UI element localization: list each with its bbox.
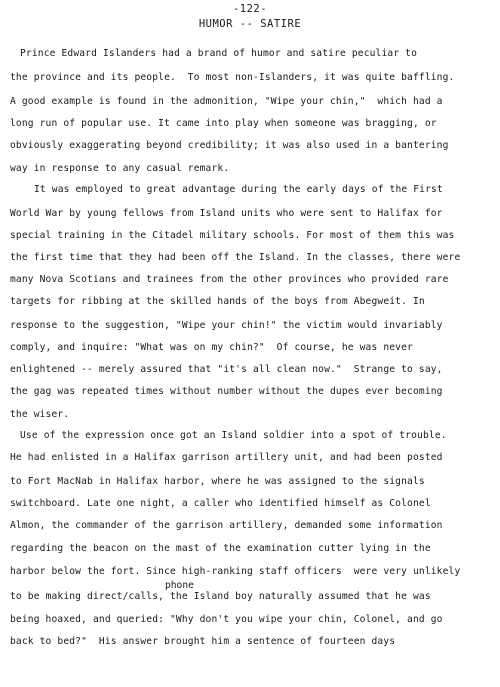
text-line: regarding the beacon on the mast of the examination cutter lying in the	[10, 543, 431, 554]
text-line: comply, and inquire: "What was on my chin?" Of course, he was never	[10, 342, 413, 353]
text-line: special training in the Citadel military schools. For most of them this was	[10, 230, 455, 241]
handwritten-insert: phone	[165, 580, 194, 591]
text-line: the first time that they had been off the Island. In the classes, there were	[10, 252, 461, 263]
text-line: to be making direct/calls, the Island boy naturally assumed that he was	[10, 591, 431, 602]
section-title: HUMOR -- SATIRE	[198, 18, 302, 30]
text-line: Prince Edward Islanders had a brand of humor and satire peculiar to	[20, 48, 418, 59]
text-line: back to bed?" His answer brought him a sentence of fourteen days	[10, 636, 396, 647]
text-line: response to the suggestion, "Wipe your chin!" the victim would invariably	[10, 320, 443, 331]
text-line: It was employed to great advantage during the early days of the First	[34, 184, 443, 195]
text-line: World War by young fellows from Island units who were sent to Halifax for	[10, 208, 443, 219]
text-line: long run of popular use. It came into play when someone was bragging, or	[10, 118, 437, 129]
text-line: to Fort MacNab in Halifax harbor, where he was assigned to the signals	[10, 476, 425, 487]
text-line: switchboard. Late one night, a caller who identified himself as Colonel	[10, 498, 431, 509]
text-line: being hoaxed, and queried: "Why don't you wipe your chin, Colonel, and go	[10, 614, 443, 625]
text-line: the province and its people. To most non-Islanders, it was quite baffling.	[10, 72, 455, 83]
text-line: Use of the expression once got an Island soldier into a spot of trouble.	[20, 430, 447, 441]
text-line: enlightened -- merely assured that "it's all clean now." Strange to say,	[10, 364, 443, 375]
text-line: A good example is found in the admonition, "Wipe your chin," which had a	[10, 96, 443, 107]
text-line: He had enlisted in a Halifax garrison artillery unit, and had been posted	[10, 452, 443, 463]
text-line: Almon, the commander of the garrison artillery, demanded some information	[10, 520, 443, 531]
text-line: obviously exaggerating beyond credibility; it was also used in a bantering	[10, 140, 449, 151]
text-line: the gag was repeated times without number without the dupes ever becoming	[10, 386, 443, 397]
text-line: harbor below the fort. Since high-ranking staff officers were very unlikely	[10, 566, 461, 577]
text-line: many Nova Scotians and trainees from the other provinces who provided rare	[10, 274, 449, 285]
text-line: targets for ribbing at the skilled hands of the boys from Abegweit. In	[10, 296, 425, 307]
text-line: the wiser.	[10, 409, 70, 420]
page-number: -122-	[232, 3, 268, 15]
text-line: way in response to any casual remark.	[10, 163, 230, 174]
